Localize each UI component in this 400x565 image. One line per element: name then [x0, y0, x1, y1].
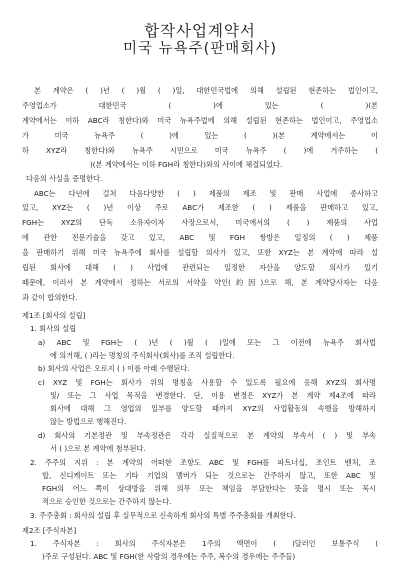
clause-d-line: d) 회사의 기본정관 및 부속정관은 각각 실질적으로 본 계약의 부속서 ( ) 및 부속: [38, 430, 376, 440]
clause-b-line: b) 회사의 사업은 오로지 ( ) 이름 아래 수행된다.: [38, 363, 190, 373]
intro-line: 가 미국 뉴욕주 ( )에 있는 ( )(본 계약에서는 이: [22, 130, 378, 140]
intro-line: 계약에서는 이하 ABC라 칭한다)와 미국 뉴욕주법에 의해 설립된 현존하는 법인이고, 주영업소: [22, 115, 378, 125]
article-1-item-2-line: 합, 신디케이트 또는 기타 기업의 멤버가 되는 것으로는 간주하지 않고, 또한 ABC 및: [42, 470, 376, 480]
document-title: 합작사업계약서: [144, 22, 256, 40]
document-subtitle: 미국 뉴욕주(판매회사): [123, 41, 277, 57]
intro-line: 때문에, 이러서 본 계약에서 정하는 서로의 서약을 약인(約因)으로 해, 본 계약당사자는 다음: [22, 278, 378, 287]
intro-line: 주영업소가 대한민국 ( )에 있는 ( )(본: [22, 100, 378, 110]
article-2-heading: 제2조 [주식자본]: [22, 525, 77, 535]
clause-c-line: 회사에 대해 그 영업의 일부를 양도할 때까지 XYZ의 사업활동의 속행을 방해하지: [50, 403, 376, 413]
article-1-item-2-line: 2. 주주의 지위 : 본 계약의 어떠한 조항도 ABC 및 FGH를 파트너십, 조인트 벤처, 조: [30, 457, 376, 467]
intro-line: 에 관한 전문기술을 갖고 있고, ABC 및 FGH 쌍방은 일정의 ( ) 제품: [22, 233, 378, 243]
clause-c-line: c) XYZ 및 FGH는 회사가 위의 명칭을 사용할 수 있도록 필요에 응해 XYZ의 회사명: [38, 377, 376, 387]
intro-line: 을 판매하기 위해 미국 뉴욕주에 회사를 설립할 의사가 있고, 또한 XYZ는 본 계약에 따라 설: [22, 248, 378, 258]
clause-a-line: a) ABC 및 FGH는 ( )년 ( )월 ( )일에 또는 그 이전에 뉴욕주 회사법: [38, 337, 376, 347]
intro-line: 하 XYZ라 칭한다)와 뉴욕주 시민으로 미국 뉴욕주 ( )에 거주하는 (: [22, 145, 378, 155]
clause-c-line: 및/ 또는 그 사업 목적을 변경한다. 단, 이용 변경은 XYZ가 본 계약 제4조에 따라: [50, 390, 376, 400]
intro-line: 본 계약은 ( )년 ( )월 ( )일, 대한민국법에 의해 설립된 현존하는 법인이고,: [34, 86, 378, 95]
article-1-item-2-line: FGH의 어느 쪽이 상대방을 위해 의무 또는 책임을 부담한다는 뜻을 명시 또는 묵시: [42, 484, 376, 493]
article-2-item-1-line: )주로 구성된다. ABC 및 FGH(한 사람의 경우에는 주주, 복수의 경우에는 주주들): [42, 552, 296, 561]
article-1-item-3: 3. 주주총회 : 회사의 설립 후 실무적으로 신속하게 회사의 특별 주주총회를 개최한다.: [30, 511, 296, 520]
intro-line: )(본 계약에서는 이하 FGH라 칭한다)와의 사이에 체결되었다.: [90, 159, 283, 169]
intro-line: FGH는 XYZ의 단독 소유자이자 사장으로서, 미국에서의 ( ) 제품의 사업: [22, 218, 378, 228]
clause-c-line: 않는 방법으로 행해진다.: [50, 416, 127, 426]
clause-d-line: 서 ( )으로 본 계약에 첨부된다.: [50, 443, 146, 453]
article-1-heading: 제1조 [회사의 설립]: [22, 310, 86, 320]
article-1-item-1: 1. 회사의 설립: [30, 323, 77, 333]
intro-line: ABC는 다년에 걸쳐 다음다양한 ( ) 제품의 제조 및 판매 사업에 종사하고: [34, 188, 378, 198]
intro-line: 립된 회사에 대해 ( ) 사업에 관련되는 일정한 자산을 양도할 의사가 있기: [22, 263, 378, 273]
intro-line: 과 같이 합의한다.: [22, 292, 78, 302]
intro-line: 있고, XYZ는 ( )년 이상 주로 ABC가 제조한 ( ) 제품을 판매하고 있고,: [22, 203, 378, 213]
intro-line: 다음의 사실을 증명한다.: [26, 173, 103, 183]
article-1-item-2-line: 적으로 승인한 것으로는 간주하지 않는다.: [42, 497, 172, 506]
clause-a-line: 에 의거해, ( )라는 명칭의 주식회사(회사)를 조직 설립한다.: [50, 350, 235, 360]
article-2-item-1-line: 1. 주식자본 : 회사의 주식자본은 1주의 액면이 ( )달러인 보통주식 (: [30, 539, 378, 548]
